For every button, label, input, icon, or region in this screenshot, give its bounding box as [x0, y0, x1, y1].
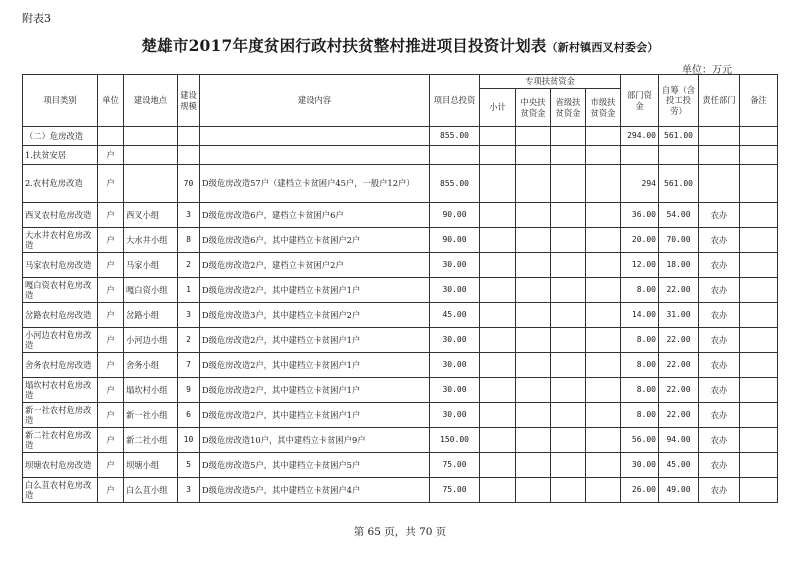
cell-subtotal: [480, 378, 516, 403]
cell-dept: 36.00: [621, 203, 659, 228]
cell-unit: 户: [98, 165, 124, 203]
cell-total: 150.00: [430, 428, 480, 453]
cell-scale: 1: [178, 278, 200, 303]
cell-total: 90.00: [430, 203, 480, 228]
cell-note: [740, 478, 778, 503]
cell-note: [740, 428, 778, 453]
header-central: 中央扶贫资金: [516, 89, 551, 127]
cell-central: [516, 253, 551, 278]
cell-content: D级危房改造2户，其中建档立卡贫困户1户: [200, 403, 430, 428]
cell-resp: 农办: [699, 378, 740, 403]
cell-total: 855.00: [430, 127, 480, 146]
table-row: [23, 228, 778, 253]
cell-unit: 户: [98, 478, 124, 503]
cell-self: 70.00: [659, 228, 699, 253]
cell-total: 855.00: [430, 165, 480, 203]
cell-city: [586, 146, 621, 165]
cell-dept: 56.00: [621, 428, 659, 453]
cell-unit: 户: [98, 278, 124, 303]
cell-self: 22.00: [659, 353, 699, 378]
cell-total: 30.00: [430, 378, 480, 403]
header-category: 项目类别: [23, 75, 98, 127]
cell-self: 18.00: [659, 253, 699, 278]
cell-self: 49.00: [659, 478, 699, 503]
cell-city: [586, 378, 621, 403]
cell-provincial: [551, 146, 586, 165]
cell-content: D级危房改造5户，其中建档立卡贫困户5户: [200, 453, 430, 478]
header-note: 备注: [740, 75, 778, 127]
cell-dept: 20.00: [621, 228, 659, 253]
cell-content: D级危房改造2户，其中建档立卡贫困户1户: [200, 353, 430, 378]
cell-provincial: [551, 278, 586, 303]
cell-resp: [699, 127, 740, 146]
cell-location: 嘎白资小组: [124, 278, 178, 303]
cell-note: [740, 303, 778, 328]
cell-category: 马家农村危房改造: [23, 253, 98, 278]
cell-dept: 294.00: [621, 127, 659, 146]
cell-resp: 农办: [699, 403, 740, 428]
cell-subtotal: [480, 453, 516, 478]
cell-central: [516, 146, 551, 165]
cell-location: 塌坎村小组: [124, 378, 178, 403]
cell-total: 45.00: [430, 303, 480, 328]
cell-city: [586, 403, 621, 428]
cell-total: 75.00: [430, 453, 480, 478]
header-self: 自筹（含投工投劳）: [659, 75, 699, 127]
cell-location: [124, 165, 178, 203]
cell-central: [516, 453, 551, 478]
table-row: [23, 328, 778, 353]
header-dept: 部门资金: [621, 75, 659, 127]
cell-dept: 30.00: [621, 453, 659, 478]
cell-scale: 8: [178, 228, 200, 253]
cell-unit: 户: [98, 453, 124, 478]
cell-note: [740, 253, 778, 278]
cell-provincial: [551, 165, 586, 203]
cell-provincial: [551, 303, 586, 328]
cell-resp: 农办: [699, 253, 740, 278]
page-footer: 第 65 页，共 70 页: [353, 526, 447, 538]
table-row: [23, 203, 778, 228]
cell-provincial: [551, 228, 586, 253]
cell-resp: 农办: [699, 278, 740, 303]
cell-category: 岔路农村危房改造: [23, 303, 98, 328]
cell-self: 22.00: [659, 328, 699, 353]
cell-content: D级危房改造5户，其中建档立卡贫困户4户: [200, 478, 430, 503]
title-subtitle: （新村镇西叉村委会）: [546, 41, 659, 54]
cell-self: 22.00: [659, 278, 699, 303]
cell-content: D级危房改造2户，其中建档立卡贫困户1户: [200, 278, 430, 303]
cell-provincial: [551, 203, 586, 228]
cell-subtotal: [480, 228, 516, 253]
cell-city: [586, 353, 621, 378]
cell-city: [586, 303, 621, 328]
cell-resp: 农办: [699, 478, 740, 503]
cell-dept: 14.00: [621, 303, 659, 328]
cell-scale: 3: [178, 203, 200, 228]
cell-provincial: [551, 253, 586, 278]
cell-scale: [178, 127, 200, 146]
cell-city: [586, 278, 621, 303]
cell-category: 西叉农村危房改造: [23, 203, 98, 228]
cell-scale: 3: [178, 478, 200, 503]
table-row: [23, 278, 778, 303]
cell-unit: 户: [98, 378, 124, 403]
cell-location: 马家小组: [124, 253, 178, 278]
cell-provincial: [551, 328, 586, 353]
table-row: [23, 127, 778, 146]
cell-self: 94.00: [659, 428, 699, 453]
header-scale: 建设规模: [178, 75, 200, 127]
cell-location: 坝塘小组: [124, 453, 178, 478]
cell-unit: 户: [98, 228, 124, 253]
table-row: [23, 378, 778, 403]
cell-category: 舍务农村危房改造: [23, 353, 98, 378]
cell-subtotal: [480, 478, 516, 503]
cell-total: 30.00: [430, 328, 480, 353]
header-city: 市级扶贫资金: [586, 89, 621, 127]
cell-note: [740, 353, 778, 378]
cell-central: [516, 353, 551, 378]
cell-unit: 户: [98, 428, 124, 453]
cell-category: 白么苴农村危房改造: [23, 478, 98, 503]
cell-subtotal: [480, 353, 516, 378]
cell-city: [586, 127, 621, 146]
cell-city: [586, 428, 621, 453]
cell-note: [740, 165, 778, 203]
cell-resp: [699, 165, 740, 203]
table-row: [23, 146, 778, 165]
cell-dept: 26.00: [621, 478, 659, 503]
table-body: [23, 127, 778, 503]
cell-provincial: [551, 453, 586, 478]
cell-location: 西叉小组: [124, 203, 178, 228]
cell-scale: 9: [178, 378, 200, 403]
header-content: 建设内容: [200, 75, 430, 127]
cell-dept: 12.00: [621, 253, 659, 278]
cell-dept: 294: [621, 165, 659, 203]
cell-central: [516, 203, 551, 228]
cell-scale: 2: [178, 253, 200, 278]
cell-scale: 3: [178, 303, 200, 328]
cell-unit: 户: [98, 403, 124, 428]
table-row: [23, 453, 778, 478]
cell-subtotal: [480, 146, 516, 165]
cell-subtotal: [480, 203, 516, 228]
cell-content: D级危房改造6户，建档立卡贫困户6户: [200, 203, 430, 228]
cell-subtotal: [480, 253, 516, 278]
header-provincial: 省级扶贫资金: [551, 89, 586, 127]
cell-provincial: [551, 378, 586, 403]
cell-dept: 8.00: [621, 278, 659, 303]
cell-location: 白么苴小组: [124, 478, 178, 503]
cell-location: 舍务小组: [124, 353, 178, 378]
cell-location: 新一社小组: [124, 403, 178, 428]
cell-provincial: [551, 478, 586, 503]
cell-resp: 农办: [699, 453, 740, 478]
table-row: [23, 478, 778, 503]
cell-central: [516, 127, 551, 146]
cell-resp: [699, 146, 740, 165]
cell-city: [586, 165, 621, 203]
cell-category: 嘎白资农村危房改造: [23, 278, 98, 303]
cell-category: 大水井农村危房改造: [23, 228, 98, 253]
cell-category: 2.农村危房改造: [23, 165, 98, 203]
cell-resp: 农办: [699, 328, 740, 353]
cell-dept: 8.00: [621, 353, 659, 378]
cell-location: 小河边小组: [124, 328, 178, 353]
page-title: [0, 34, 800, 56]
cell-unit: 户: [98, 146, 124, 165]
cell-subtotal: [480, 403, 516, 428]
cell-category: （二）危房改造: [23, 127, 98, 146]
cell-note: [740, 278, 778, 303]
cell-central: [516, 228, 551, 253]
table-row: [23, 403, 778, 428]
cell-total: 90.00: [430, 228, 480, 253]
header-unit: 单位: [98, 75, 124, 127]
cell-note: [740, 328, 778, 353]
header-special-fund: 专项扶贫资金: [480, 75, 621, 89]
cell-city: [586, 453, 621, 478]
cell-location: [124, 127, 178, 146]
cell-self: [659, 146, 699, 165]
cell-content: [200, 146, 430, 165]
cell-resp: 农办: [699, 203, 740, 228]
appendix-label: 附表3: [22, 12, 51, 25]
cell-category: 坝塘农村危房改造: [23, 453, 98, 478]
cell-total: 30.00: [430, 353, 480, 378]
cell-central: [516, 278, 551, 303]
table-row: [23, 428, 778, 453]
cell-central: [516, 165, 551, 203]
table-row: [23, 353, 778, 378]
cell-resp: 农办: [699, 228, 740, 253]
cell-category: 新二社农村危房改造: [23, 428, 98, 453]
cell-central: [516, 428, 551, 453]
cell-location: 新二社小组: [124, 428, 178, 453]
cell-dept: 8.00: [621, 403, 659, 428]
cell-scale: 70: [178, 165, 200, 203]
cell-resp: 农办: [699, 353, 740, 378]
cell-unit: 户: [98, 353, 124, 378]
table-row: [23, 253, 778, 278]
table-row: [23, 165, 778, 203]
cell-self: 22.00: [659, 403, 699, 428]
cell-central: [516, 303, 551, 328]
cell-subtotal: [480, 127, 516, 146]
cell-scale: 7: [178, 353, 200, 378]
cell-self: 31.00: [659, 303, 699, 328]
cell-city: [586, 203, 621, 228]
cell-total: 75.00: [430, 478, 480, 503]
cell-subtotal: [480, 278, 516, 303]
cell-content: D级危房改造10户，其中建档立卡贫困户9户: [200, 428, 430, 453]
cell-note: [740, 453, 778, 478]
cell-note: [740, 228, 778, 253]
cell-self: 22.00: [659, 378, 699, 403]
cell-central: [516, 478, 551, 503]
cell-self: 561.00: [659, 127, 699, 146]
cell-subtotal: [480, 428, 516, 453]
cell-dept: 8.00: [621, 328, 659, 353]
cell-city: [586, 253, 621, 278]
header-subtotal: 小计: [480, 89, 516, 127]
cell-city: [586, 228, 621, 253]
investment-table: [22, 74, 778, 503]
cell-subtotal: [480, 165, 516, 203]
cell-provincial: [551, 353, 586, 378]
cell-location: [124, 146, 178, 165]
cell-note: [740, 146, 778, 165]
cell-scale: 2: [178, 328, 200, 353]
cell-subtotal: [480, 328, 516, 353]
cell-note: [740, 127, 778, 146]
cell-content: D级危房改造2户，建档立卡贫困户2户: [200, 253, 430, 278]
cell-scale: [178, 146, 200, 165]
header-total: 项目总投资: [430, 75, 480, 127]
cell-dept: 8.00: [621, 378, 659, 403]
unit-label: 单位：万元: [682, 65, 732, 76]
cell-content: D级危房改造3户，其中建档立卡贫困户2户: [200, 303, 430, 328]
cell-provincial: [551, 127, 586, 146]
title-main: 楚雄市2017年度贫困行政村扶贫整村推进项目投资计划表: [141, 36, 547, 55]
cell-total: 30.00: [430, 253, 480, 278]
cell-central: [516, 378, 551, 403]
cell-city: [586, 478, 621, 503]
cell-resp: 农办: [699, 428, 740, 453]
cell-provincial: [551, 428, 586, 453]
cell-content: D级危房改造2户，其中建档立卡贫困户1户: [200, 328, 430, 353]
cell-provincial: [551, 403, 586, 428]
cell-note: [740, 403, 778, 428]
cell-category: 小河边农村危房改造: [23, 328, 98, 353]
cell-central: [516, 328, 551, 353]
table-row: [23, 303, 778, 328]
cell-note: [740, 378, 778, 403]
cell-content: D级危房改造6户，其中建档立卡贫困户2户: [200, 228, 430, 253]
cell-total: 30.00: [430, 278, 480, 303]
cell-location: 岔路小组: [124, 303, 178, 328]
cell-unit: [98, 127, 124, 146]
cell-unit: 户: [98, 303, 124, 328]
cell-self: 54.00: [659, 203, 699, 228]
cell-unit: 户: [98, 203, 124, 228]
cell-location: 大水井小组: [124, 228, 178, 253]
cell-note: [740, 203, 778, 228]
cell-total: 30.00: [430, 403, 480, 428]
cell-resp: 农办: [699, 303, 740, 328]
cell-category: 1.扶贫安居: [23, 146, 98, 165]
header-resp: 责任部门: [699, 75, 740, 127]
cell-scale: 10: [178, 428, 200, 453]
cell-scale: 6: [178, 403, 200, 428]
cell-unit: 户: [98, 328, 124, 353]
cell-central: [516, 403, 551, 428]
cell-total: [430, 146, 480, 165]
cell-content: D级危房改造57户（建档立卡贫困户45户，一般户12户）: [200, 165, 430, 203]
cell-subtotal: [480, 303, 516, 328]
cell-dept: [621, 146, 659, 165]
cell-self: 561.00: [659, 165, 699, 203]
cell-content: [200, 127, 430, 146]
cell-unit: 户: [98, 253, 124, 278]
cell-category: 塌坎村农村危房改造: [23, 378, 98, 403]
cell-category: 新一社农村危房改造: [23, 403, 98, 428]
header-location: 建设地点: [124, 75, 178, 127]
cell-city: [586, 328, 621, 353]
cell-scale: 5: [178, 453, 200, 478]
cell-self: 45.00: [659, 453, 699, 478]
cell-content: D级危房改造2户，其中建档立卡贫困户1户: [200, 378, 430, 403]
